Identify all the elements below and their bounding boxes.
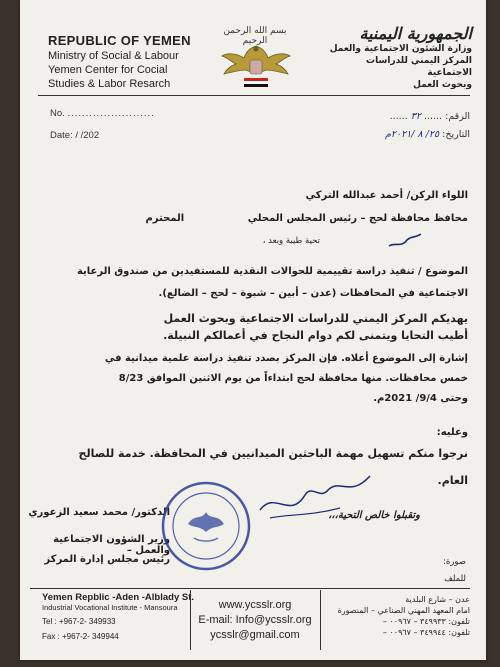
recipient-title: محافظ محافظة لحج – رئيس المجلس المحلي	[247, 213, 468, 224]
footer-arabic-address	[330, 594, 470, 638]
official-stamp	[160, 480, 252, 572]
signature	[250, 470, 380, 530]
yemen-eagle-emblem	[220, 40, 292, 92]
signer-role: رئيس مجلس إدارة المركز	[44, 554, 170, 565]
arabic-date-value: ٢٥/ ٨ /٢٠٢١م	[384, 129, 440, 140]
signer-name: الدكتور/ محمد سعيد الزعوري	[28, 507, 170, 518]
arabic-ministry-line: وزارة الشئون الاجتماعية والعمل	[329, 44, 472, 54]
recipient-title-row	[68, 213, 468, 224]
arabic-date-label: التاريخ:	[442, 129, 470, 140]
recipient-name: اللواء الركن/ أحمد عبدالله التركي	[305, 190, 468, 201]
footer-institute: Industrial Vocational Institute - Mansoura	[42, 603, 178, 612]
footer-gmail[interactable]: ycsslr@gmail.com	[210, 629, 300, 641]
header-divider	[38, 95, 470, 96]
paragraph-2-line-3: وحتى 9/4/ 2021م.	[373, 393, 468, 404]
arabic-center-line-2: وبحوث العمل	[413, 80, 472, 90]
bismillah: بسم الله الرحمن الرحيم	[223, 26, 287, 46]
footer-english-address	[42, 592, 194, 642]
arabic-republic-title: الجمهورية اليمنية	[359, 24, 472, 43]
number-label: No.	[50, 108, 65, 119]
cc-label: صورة:	[442, 557, 466, 567]
therefore-label: وعليه:	[436, 427, 468, 438]
subject-line-2: الاجتماعية في المحافظات (عدن – أبين – شبوة – لحج – الضالع).	[158, 288, 468, 299]
date-label: Date:	[50, 130, 73, 141]
arabic-number-label: الرقم:	[445, 111, 470, 122]
reference-arabic: الرقم: ...... ٣٢ ...... التاريخ: ٢٥/ ٨ /٢٠٢١م	[384, 111, 470, 140]
footer-fax: Fax : +967-2- 349944	[42, 632, 119, 641]
date-value: / /202	[75, 130, 100, 141]
closing: وتقبلوا خالص التحية،،،	[328, 510, 420, 521]
center-line-2: Studies & Labor Resarch	[48, 78, 171, 90]
footer-email[interactable]: E-mail: Info@ycsslr.org	[198, 614, 312, 626]
request-line-1: نرجوا منكم تسهيل مهمة الباحثين الميدانيين في المحافظة. خدمة للصالح	[78, 447, 468, 460]
footer-divider	[30, 588, 470, 589]
paragraph-1-line-1: يهديكم المركز اليمني للدراسات الاجتماعية وبحوث العمل	[163, 312, 468, 325]
paragraph-2-line-1: إشارة إلى الموضوع أعلاه. فإن المركز بصدد تنفيذ دراسة علمية ميدانية في	[104, 353, 468, 364]
greeting: تحية طيبة وبعد ،	[262, 236, 320, 246]
honorific: المحترم	[145, 213, 185, 224]
republic-title: REPUBLIC OF YEMEN	[48, 33, 191, 48]
footer-separator-right	[320, 590, 321, 650]
file-label: للملف	[444, 574, 466, 584]
arabic-center-line-1: المركز اليمني للدراسات الاجتماعية	[366, 56, 472, 78]
paragraph-2-line-2: خمس محافظات. منها محافظة لحج ابتداءاً من يوم الاثنين الموافق 8/23	[118, 373, 468, 384]
reference-english: No. ........................ Date: / /202	[50, 108, 155, 141]
paragraph-1-line-2: أطيب التحايا ويتمنى لكم دوام النجاح في أعمالكم النبيلة.	[163, 329, 468, 342]
ministry-line: Ministry of Social & Labour	[48, 50, 179, 62]
footer-website[interactable]: www.ycsslr.org	[218, 599, 292, 611]
footer-contact	[195, 598, 315, 643]
footer-separator-left	[190, 590, 191, 650]
signer-title: وزير الشؤون الاجتماعية والعمل –	[53, 534, 170, 556]
arabic-number-value: ٣٢	[410, 111, 421, 122]
footer-ar-line-1: عدن – شارع البلدية	[405, 595, 470, 604]
footer-tel: Tel : +967-2- 349933	[42, 617, 116, 626]
footer-ar-line-4: تلفون: ٣٤٩٩٤٤ – ٠٠٩٦٧ –	[382, 628, 470, 637]
header-arabic	[322, 24, 472, 91]
request-line-2: العام.	[437, 474, 468, 487]
footer-ar-line-3: تلفون: ٣٤٩٩٣٣ – ٠٠٩٦٧ –	[382, 617, 470, 626]
footer-address: Yemen Repblic -Aden -Alblady St.	[42, 592, 195, 603]
handwritten-mark	[385, 228, 425, 258]
header-english	[48, 33, 191, 90]
center-line-1: Yemen Center for Cocial	[48, 64, 168, 76]
footer-ar-line-2: امام المعهد المهني الصناعي – المنصورة	[337, 606, 470, 615]
subject-line-1: الموضوع / تنفيذ دراسة تقييمية للحوالات النقدية للمستفيدين من صندوق الرعاية	[76, 266, 468, 277]
